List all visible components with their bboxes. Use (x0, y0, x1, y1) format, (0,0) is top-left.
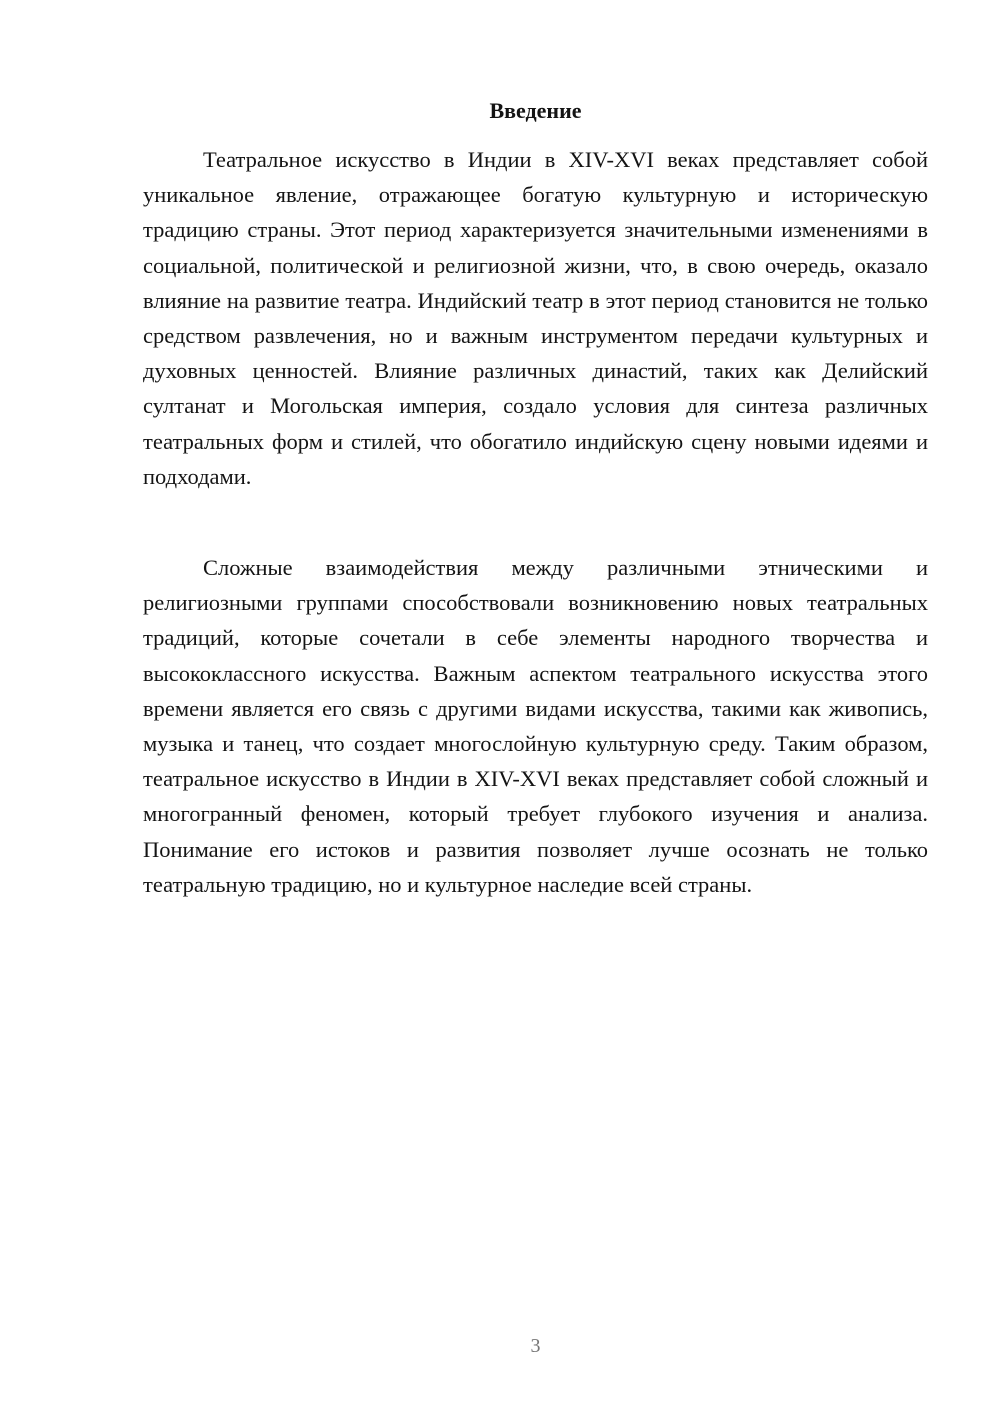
page-number: 3 (530, 1335, 541, 1357)
section-heading: Введение (489, 98, 582, 123)
paragraph-2: Сложные взаимодействия между различными этническими и религиозными группами способствовали возникновению новых театральных традиций, которые сочетали в себе элементы народного творчества и высококлассного искусства. Важным аспектом театрального искусства этого времени является его связь с другими видами искусства, такими как живопись, музыка и танец, что создает многослойную культурную среду. Таким образом, театральное искусство в Индии в XIV-XVI веках представляет собой сложный и многогранный феномен, который требует глубокого изучения и анализа. Понимание его истоков и развития позволяет лучше осознать не только театральную традицию, но и культурное наследие всей страны. (143, 555, 928, 897)
paragraph-1: Театральное искусство в Индии в XIV-XVI веках представляет собой уникальное явление, отражающее богатую культурную и историческую традицию страны. Этот период характеризуется значительными изменениями в социальной, политической и религиозной жизни, что, в свою очередь, оказало влияние на развитие театра. Индийский театр в этот период становится не только средством развлечения, но и важным инструментом передачи культурных и духовных ценностей. Влияние различных династий, таких как Делийский султанат и Могольская империя, создало условия для синтеза различных театральных форм и стилей, что обогатило индийскую сцену новыми идеями и подходами. (143, 147, 928, 489)
